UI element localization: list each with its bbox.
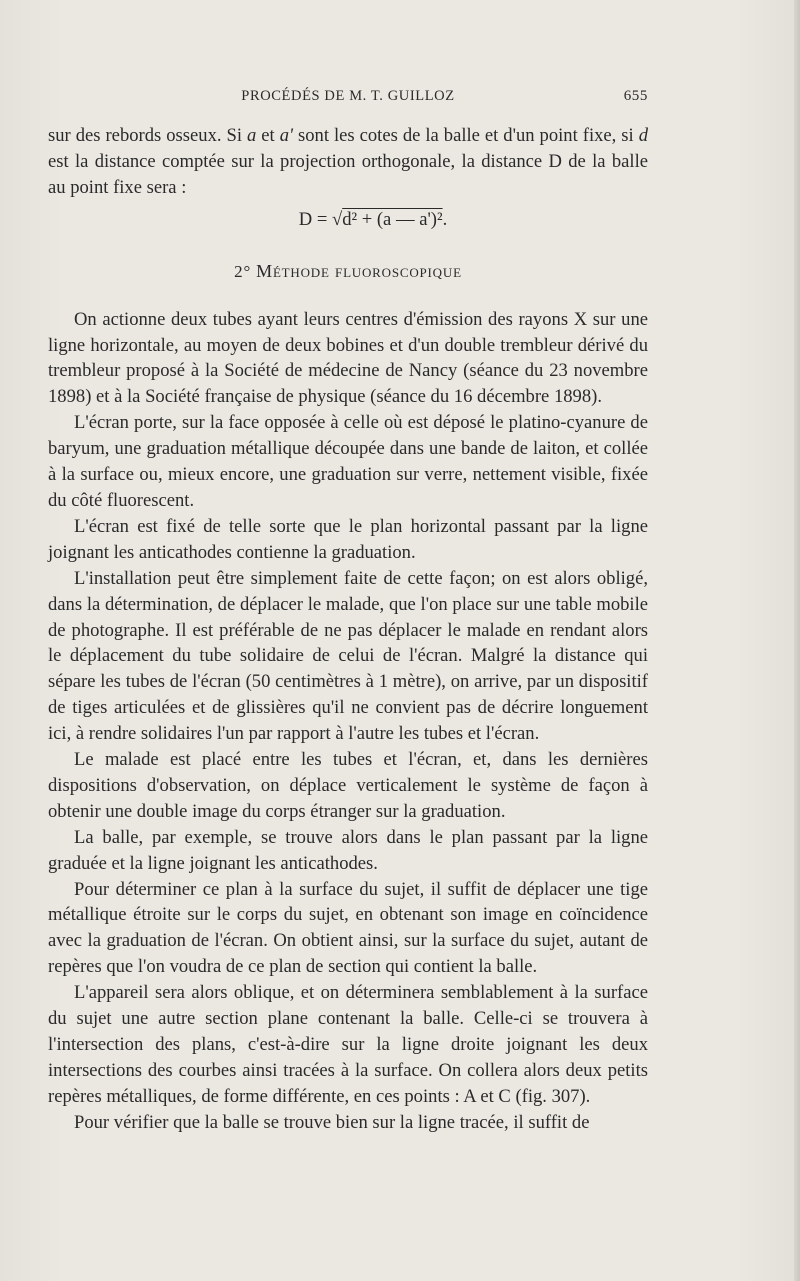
page-number: 655	[623, 88, 648, 104]
formula-end: .	[442, 208, 448, 230]
body-text	[48, 123, 648, 1136]
paragraph-1: On actionne deux tubes ayant leurs centres d'émission des rayons X sur une ligne horizontale, au moyen de deux bobines et d'un double trembleur dérivé du trembleur proposé à la Société de médecine de Nancy (séance du 23 novembre 1898) et à la Société française de physique (séance du 16 décembre 1898).	[48, 308, 648, 408]
intro-text-4: est la distance comptée sur la projection orthogonale, la distance D de la balle au point fixe sera :	[48, 150, 648, 198]
paragraph-2: L'écran porte, sur la face opposée à celle où est déposé le platino-cyanure de baryum, une graduation métallique découpée dans une bande de laiton, et collée à la surface ou, mieux encore, une graduation sur verre, nettement visible, fixée du côté fluorescent.	[48, 412, 648, 511]
intro-paragraph	[48, 123, 648, 201]
paragraph-7: Pour déterminer ce plan à la surface du sujet, il suffit de déplacer une tige métallique étroite sur le corps du sujet, en obtenant son image en coïncidence avec la graduation de l'écran. On obtient ainsi, sur la surface du sujet, autant de repères que l'on voudra de ce plan de section qui contient la balle.	[48, 878, 648, 978]
paragraph-5: Le malade est placé entre les tubes et l'écran, et, dans les dernières dispositions d'observation, on déplace verticalement le système de façon à obtenir une double image du corps étranger sur la graduation.	[48, 749, 648, 822]
paragraph-6: La balle, par exemple, se trouve alors dans le plan passant par la ligne graduée et la ligne joignant les anticathodes.	[48, 826, 648, 874]
intro-text-2: et	[256, 125, 280, 146]
paragraph-8: L'appareil sera alors oblique, et on déterminera semblablement à la surface du sujet une autre section plane contenant la balle. Celle-ci se trouvera à l'intersection des plans, c'est-à-dire sur la ligne droite joignant les deux intersections des courbes ainsi tracées à la surface. On collera alors deux petits repères métalliques, de forme différente, en ces points : A et C (fig. 307).	[48, 982, 648, 1107]
section-title	[48, 259, 648, 285]
paragraph-9: Pour vérifier que la balle se trouve bien sur la ligne tracée, il suffit de	[74, 1111, 590, 1133]
formula-radicand: d² + (a — a')²	[342, 208, 443, 230]
paragraph-4: L'installation peut être simplement faite de cette façon; on est alors obligé, dans la détermination, de déplacer le malade, que l'on place sur une table mobile de photographe. Il est préférable de ne pas déplacer le malade en rendant alors le déplacement du tube solidaire de celui de l'écran. Malgré la distance qui sépare les tubes de l'écran (50 centimètres à 1 mètre), on arrive, par un dispositif de tiges articulées et de glissières qu'il ne convient pas de décrire longuement ici, à rendre solidaires l'un par rapport à l'autre les tubes et l'écran.	[48, 567, 648, 745]
var-d: d	[638, 125, 648, 146]
section-number: 2°	[234, 261, 252, 281]
intro-text-1: sur des rebords osseux. Si	[48, 125, 248, 146]
var-a-prime: a'	[279, 125, 293, 146]
var-a: a	[247, 125, 257, 146]
running-title: PROCÉDÉS DE M. T. GUILLOZ	[241, 88, 455, 104]
formula-lhs: D = √	[298, 208, 343, 230]
page-edge-shadow	[794, 0, 800, 1281]
intro-text-3: sont les cotes de la balle et d'un point fixe, si	[293, 125, 639, 146]
section-title-text: Méthode fluoroscopique	[256, 260, 462, 281]
distance-formula	[48, 207, 648, 237]
page-header	[48, 88, 648, 108]
paragraph-3: L'écran est fixé de telle sorte que le plan horizontal passant par la ligne joignant les anticathodes contienne la graduation.	[48, 515, 648, 563]
